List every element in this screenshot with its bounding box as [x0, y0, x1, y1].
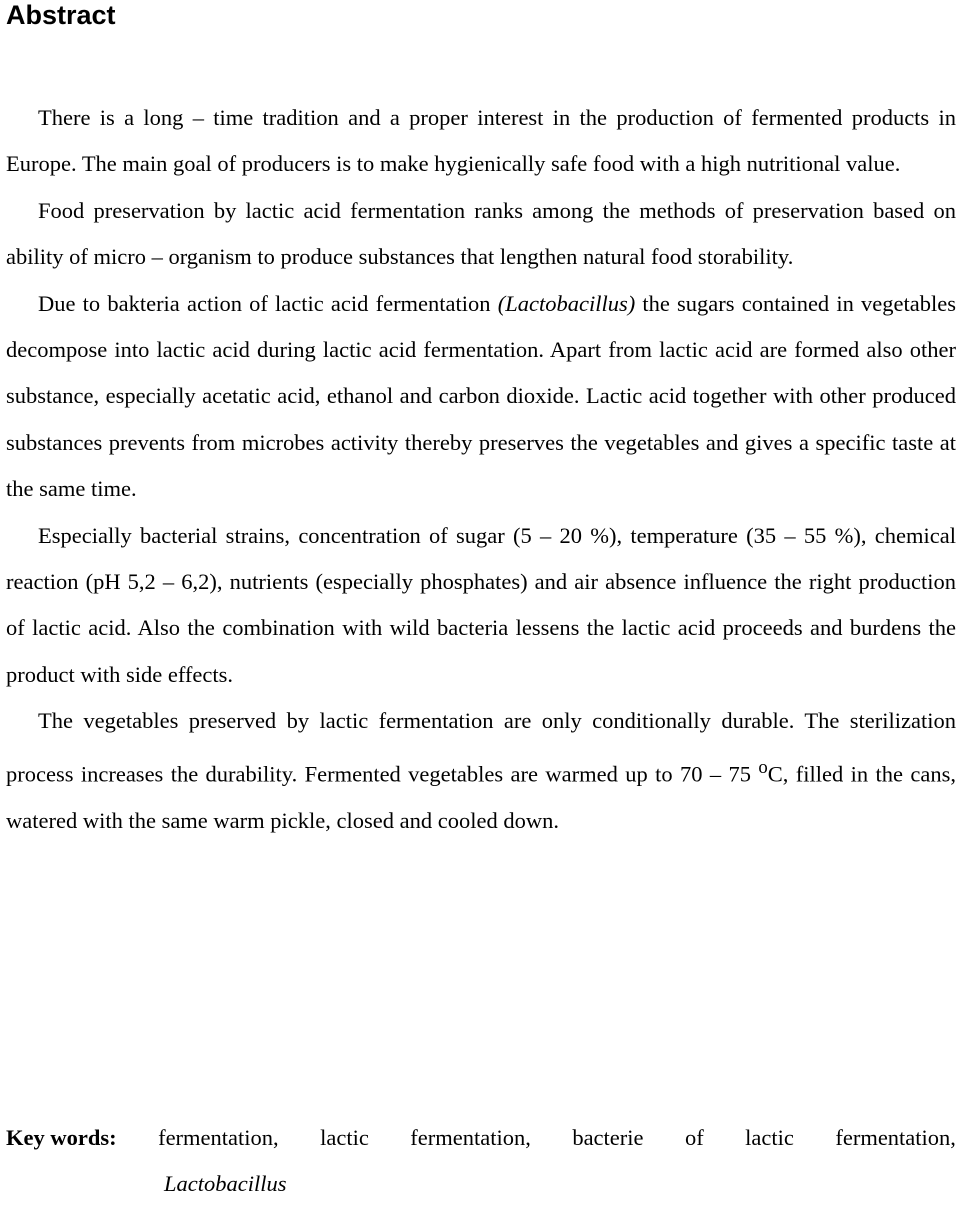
abstract-body: [6, 95, 956, 844]
paragraph-text: C, filled in the cans, watered with the same warm pickle, closed and cooled down.: [6, 761, 956, 833]
abstract-title: Abstract: [6, 0, 116, 30]
paragraph-text: The vegetables preserved by lactic fermentation are only conditionally durable. The sterilization process increases the durability. Fermented vegetables are warmed up to 70 – 75: [6, 708, 956, 787]
genus-name: (Lactobacillus): [497, 290, 636, 316]
keyword-word: lactic: [320, 1125, 369, 1150]
paragraph-text: the sugars contained in vegetables decompose into lactic acid during lactic acid fermentation. Apart from lactic acid are formed also other substance, especially acetatic acid, ethanol and carbon dioxide. Lactic acid together with other produced substances prevents from microbes activity thereby preserves the vegetables and gives a specific taste at the same time.: [6, 290, 956, 502]
abstract-paragraph: Food preservation by lactic acid fermentation ranks among the methods of preservation based on ability of micro – organism to produce substances that lengthen natural food storability.: [6, 197, 956, 270]
keywords-section: [6, 1115, 956, 1208]
abstract-paragraph: Especially bacterial strains, concentration of sugar (5 – 20 %), temperature (35 – 55 %), chemical reaction (pH 5,2 – 6,2), nutrients (especially phosphates) and air absence influence the right production of lactic acid. Also the combination with wild bacteria lessens the lactic acid proceeds and burdens the product with side effects.: [6, 522, 956, 687]
keyword-word: bacterie: [572, 1125, 644, 1150]
keyword-genus: Lactobacillus: [164, 1171, 287, 1197]
abstract-paragraph: [6, 698, 956, 844]
abstract-paragraph: [6, 281, 956, 513]
keywords-label: Key words:: [6, 1125, 117, 1150]
abstract-paragraph: There is a long – time tradition and a proper interest in the production of fermented products in Europe. The main goal of producers is to make hygienically safe food with a high nutritional value.: [6, 105, 956, 177]
keyword-word: of: [684, 1125, 704, 1150]
keywords-line: [6, 1115, 956, 1161]
keyword-word: fermentation,: [835, 1125, 956, 1150]
paragraph-text: Due to bakteria action of lactic acid fermentation: [38, 290, 498, 316]
keyword-word: fermentation,: [158, 1125, 279, 1150]
keyword-word: lactic: [745, 1125, 794, 1150]
degree-superscript: o: [758, 756, 768, 778]
keyword-word: fermentation,: [410, 1125, 531, 1150]
